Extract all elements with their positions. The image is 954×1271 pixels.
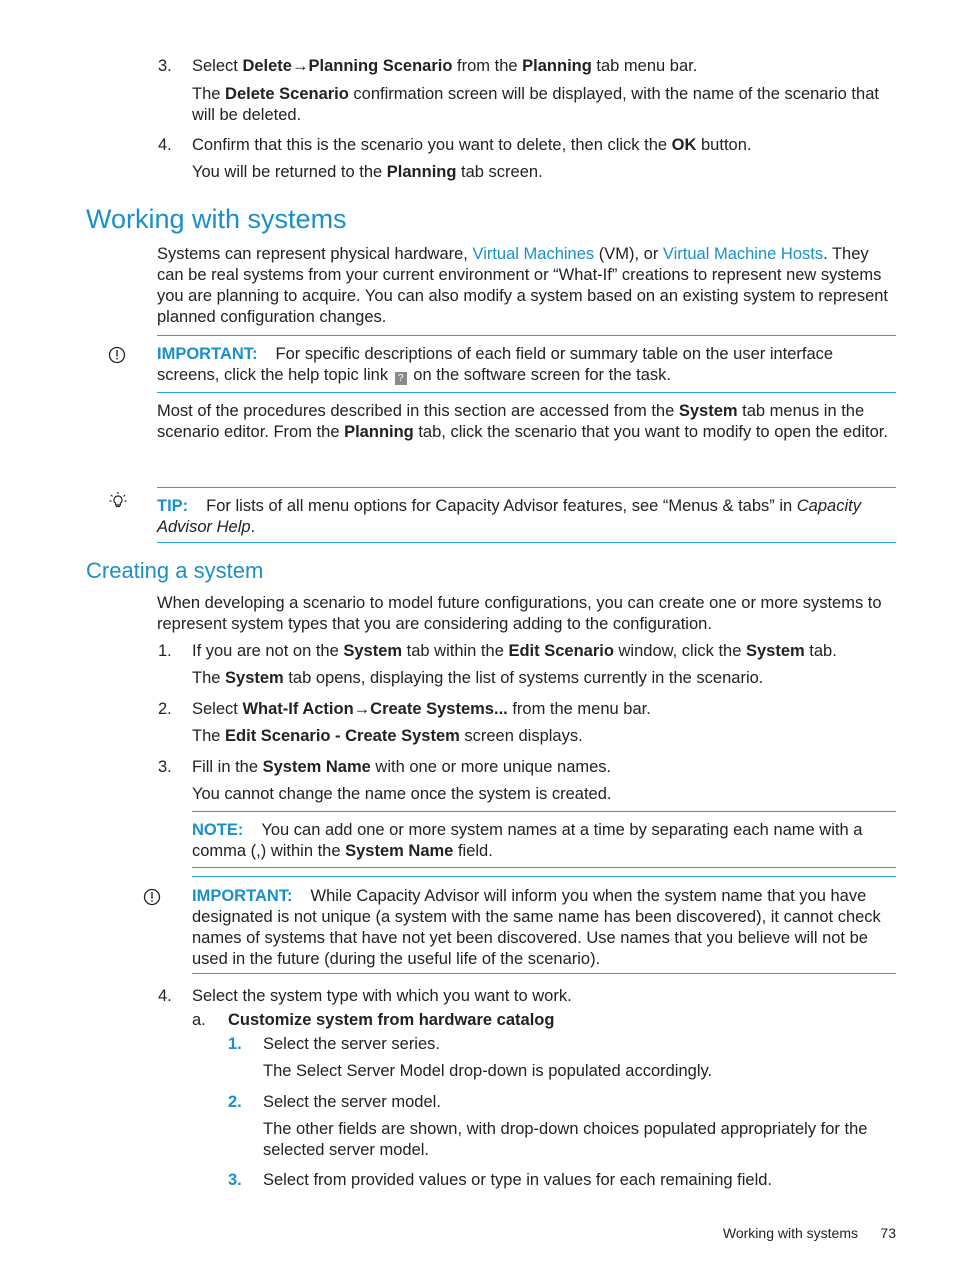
step-number: 4. <box>158 987 172 1005</box>
divider <box>157 487 896 488</box>
divider <box>192 811 896 812</box>
lightbulb-icon <box>108 491 128 511</box>
page-number: 73 <box>880 1225 896 1241</box>
divider <box>157 392 896 393</box>
important-icon <box>108 346 126 364</box>
section-intro: Systems can represent physical hardware, Virtual Machines (VM), or Virtual Machine Hosts. They can be real systems from your current environment or “What-If” creations to represent new systems you are planning to acquire. You can also modify a system based on an existing system to represent planned configuration changes. <box>157 245 889 326</box>
substep-text: Select the server series. <box>263 1035 440 1053</box>
step-result: The Edit Scenario - Create System screen displays. <box>192 727 583 745</box>
link-virtual-machines[interactable]: Virtual Machines <box>472 245 595 263</box>
note-label: NOTE: <box>192 821 244 839</box>
section-title: Working with systems <box>86 204 347 234</box>
step-text: Fill in the System Name with one or more unique names. <box>192 758 612 776</box>
substep-text: Select from provided values or type in values for each remaining field. <box>263 1171 773 1189</box>
step-text: Select the system type with which you want to work. <box>192 987 572 1005</box>
step-number: 3. <box>158 758 172 776</box>
subsection-title: Creating a system <box>86 558 264 583</box>
step-number: 4. <box>158 136 172 154</box>
note-callout: NOTE: You can add one or more system names at a time by separating each name with a comma (,) within the System Name field. <box>192 821 863 860</box>
substep-text: Select the server model. <box>263 1093 441 1111</box>
divider <box>192 973 896 974</box>
step-result: You cannot change the name once the system is created. <box>192 785 612 803</box>
step-text: Select Delete→Planning Scenario from the Planning tab menu bar. <box>192 57 698 75</box>
tip-label: TIP: <box>157 497 189 515</box>
substep-number: 2. <box>228 1093 242 1111</box>
divider <box>192 876 896 877</box>
subsection-intro: When developing a scenario to model future configurations, you can create one or more systems to represent system types that you are considering adding to the configuration. <box>157 594 882 633</box>
substep-letter: a. <box>192 1011 206 1029</box>
divider <box>192 867 896 868</box>
step-result: The System tab opens, displaying the list of systems currently in the scenario. <box>192 669 764 687</box>
substep-result: The other fields are shown, with drop-down choices populated appropriately for the selected server model. <box>263 1120 868 1159</box>
important-label: IMPORTANT: <box>192 887 293 905</box>
divider <box>157 542 896 543</box>
help-icon[interactable]: ? <box>395 372 407 385</box>
substep-number: 3. <box>228 1171 242 1189</box>
step-result: The Delete Scenario confirmation screen will be displayed, with the name of the scenario that will be deleted. <box>192 85 879 124</box>
step-text: Select What-If Action→Create Systems... from the menu bar. <box>192 700 651 718</box>
section-paragraph: Most of the procedures described in this section are accessed from the System tab menus in the scenario editor. From the Planning tab, click the scenario that you want to modify to open the editor. <box>157 402 888 441</box>
link-virtual-machine-hosts[interactable]: Virtual Machine Hosts <box>662 245 824 263</box>
step-number: 1. <box>158 642 172 660</box>
divider <box>157 335 896 336</box>
step-text: Confirm that this is the scenario you want to delete, then click the OK button. <box>192 136 752 154</box>
substep-number: 1. <box>228 1035 242 1053</box>
important-icon <box>143 888 161 906</box>
running-title: Working with systems <box>722 1225 858 1241</box>
important-callout: IMPORTANT: For specific descriptions of each field or summary table on the user interface screens, click the help topic link ? on the software screen for the task. <box>157 345 834 384</box>
step-result: You will be returned to the Planning tab screen. <box>192 163 543 181</box>
step-number: 2. <box>158 700 172 718</box>
step-text: If you are not on the System tab within the Edit Scenario window, click the System tab. <box>192 642 837 660</box>
step-number: 3. <box>158 57 172 75</box>
substep-result: The Select Server Model drop-down is populated accordingly. <box>263 1062 713 1080</box>
important-callout: IMPORTANT: While Capacity Advisor will inform you when the system name that you have designated is not unique (a system with the same name has been discovered), it cannot check names of systems that have not yet been discovered. Use names that you believe will not be used in the future (during the useful life of the scenario). <box>192 887 881 968</box>
tip-callout: TIP: For lists of all menu options for Capacity Advisor features, see “Menus & tabs” in Capacity Advisor Help. <box>157 497 861 536</box>
important-label: IMPORTANT: <box>157 345 258 363</box>
substep-heading: Customize system from hardware catalog <box>228 1011 555 1029</box>
